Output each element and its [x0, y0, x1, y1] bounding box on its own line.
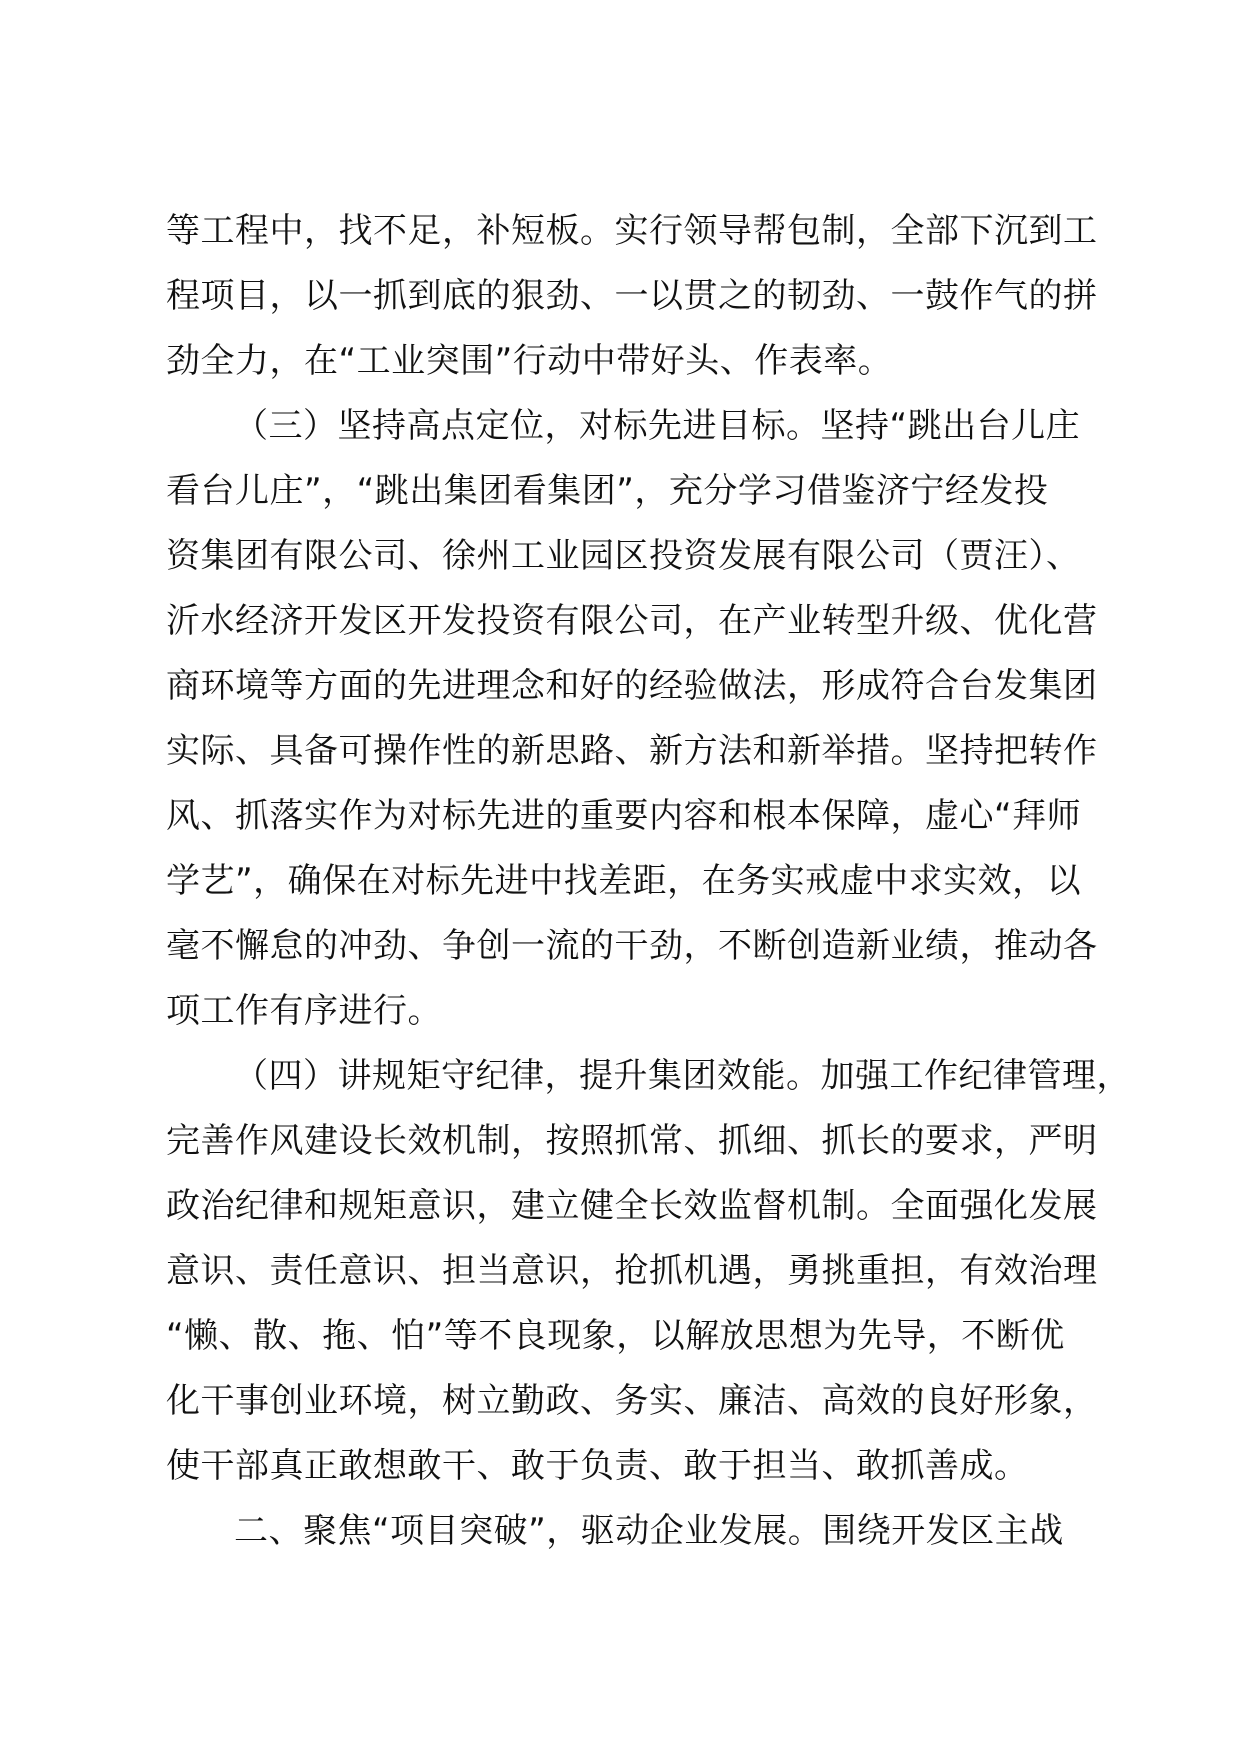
text-line: （三）坚持高点定位，对标先进目标。坚持“跳出台儿庄 [234, 406, 1081, 446]
text-line: “懒、散、拖、怕”等不良现象，以解放思想为先导，不断优 [166, 1316, 1065, 1356]
text-line: 学艺”，确保在对标先进中找差距，在务实戒虚中求实效，以 [166, 861, 1082, 901]
text-line: 使干部真正敢想敢干、敢于负责、敢于担当、敢抓善成。 [166, 1446, 1029, 1486]
text-line: 程项目，以一抓到底的狠劲、一以贯之的韧劲、一鼓作气的拼 [166, 276, 1098, 316]
text-line: 意识、责任意识、担当意识，抢抓机遇，勇挑重担，有效治理 [166, 1251, 1098, 1291]
text-line: （四）讲规矩守纪律，提升集团效能。加强工作纪律管理， [234, 1056, 1131, 1096]
body-text [166, 199, 1131, 1564]
text-line: 沂水经济开发区开发投资有限公司，在产业转型升级、优化营 [166, 601, 1098, 641]
text-line: 二、聚焦“项目突破”，驱动企业发展。围绕开发区主战 [234, 1511, 1064, 1551]
text-line: 风、抓落实作为对标先进的重要内容和根本保障，虚心“拜师 [166, 796, 1082, 836]
text-line: 看台儿庄”，“跳出集团看集团”，充分学习借鉴济宁经发投 [166, 471, 1049, 511]
text-line: 毫不懈怠的冲劲、争创一流的干劲，不断创造新业绩，推动各 [166, 926, 1098, 966]
text-line: 化干事创业环境，树立勤政、务实、廉洁、高效的良好形象， [166, 1381, 1098, 1421]
text-line: 资集团有限公司、徐州工业园区投资发展有限公司（贾汪）、 [166, 536, 1081, 576]
text-line: 实际、具备可操作性的新思路、新方法和新举措。坚持把转作 [166, 731, 1098, 771]
text-line: 完善作风建设长效机制，按照抓常、抓细、抓长的要求，严明 [166, 1121, 1098, 1161]
text-line: 项工作有序进行。 [166, 991, 442, 1031]
text-line: 等工程中，找不足，补短板。实行领导帮包制，全部下沉到工 [166, 211, 1098, 251]
text-line: 商环境等方面的先进理念和好的经验做法，形成符合台发集团 [166, 666, 1098, 706]
text-line: 政治纪律和规矩意识，建立健全长效监督机制。全面强化发展 [166, 1186, 1098, 1226]
text-line: 劲全力，在“工业突围”行动中带好头、作表率。 [166, 341, 893, 381]
